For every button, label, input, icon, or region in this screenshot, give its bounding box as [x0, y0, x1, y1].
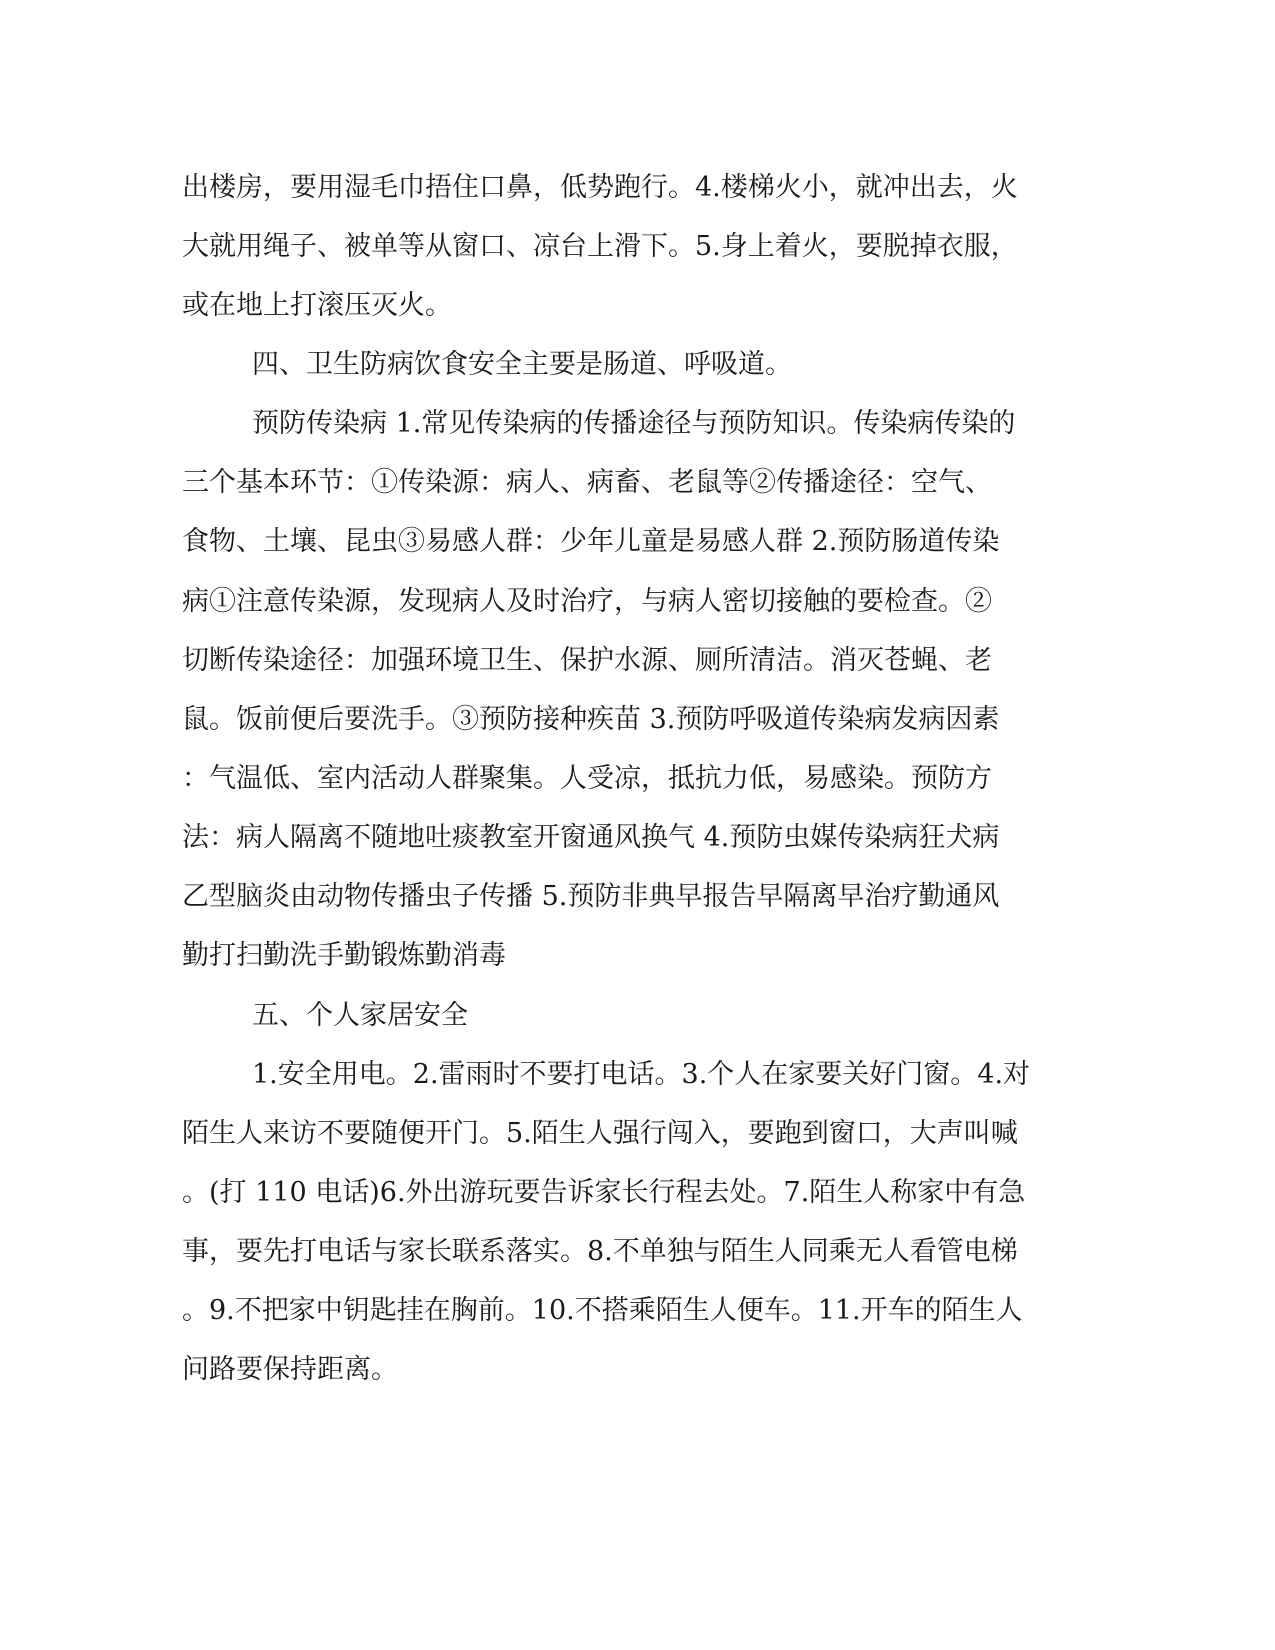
paragraph-disease-line-1: 预防传染病 1.常见传染病的传播途径与预防知识。传染病传染的: [252, 408, 1016, 439]
paragraph-disease-line-10: 勤打扫勤洗手勤锻炼勤消毒: [182, 940, 506, 971]
paragraph-fire-line-3: 或在地上打滚压灭火。: [182, 290, 452, 321]
section-heading-home-safety: 五、个人家居安全: [252, 1000, 468, 1031]
paragraph-home-line-1: 1.安全用电。2.雷雨时不要打电话。3.个人在家要关好门窗。4.对: [252, 1059, 1031, 1090]
paragraph-home-line-3: 。(打 110 电话)6.外出游玩要告诉家长行程去处。7.陌生人称家中有急: [182, 1177, 1026, 1208]
paragraph-disease-line-2: 三个基本环节：①传染源：病人、病畜、老鼠等②传播途径：空气、: [182, 467, 992, 498]
paragraph-home-line-4: 事，要先打电话与家长联系落实。8.不单独与陌生人同乘无人看管电梯: [182, 1236, 1018, 1267]
paragraph-disease-line-9: 乙型脑炎由动物传播虫子传播 5.预防非典早报告早隔离早治疗勤通风: [182, 881, 1000, 912]
paragraph-fire-line-2: 大就用绳子、被单等从窗口、凉台上滑下。5.身上着火，要脱掉衣服，: [182, 231, 1018, 262]
paragraph-disease-line-4: 病①注意传染源，发现病人及时治疗，与病人密切接触的要检查。②: [182, 586, 992, 617]
paragraph-home-line-2: 陌生人来访不要随便开门。5.陌生人强行闯入，要跑到窗口，大声叫喊: [182, 1118, 1018, 1149]
paragraph-disease-line-7: ：气温低、室内活动人群聚集。人受凉，抵抗力低，易感染。预防方: [182, 763, 992, 794]
paragraph-fire-line-1: 出楼房，要用湿毛巾捂住口鼻，低势跑行。4.楼梯火小，就冲出去，火: [182, 172, 1018, 203]
paragraph-home-line-5: 。9.不把家中钥匙挂在胸前。10.不搭乘陌生人便车。11.开车的陌生人: [182, 1295, 1023, 1326]
paragraph-disease-line-3: 食物、土壤、昆虫③易感人群：少年儿童是易感人群 2.预防肠道传染: [182, 526, 1000, 557]
paragraph-home-line-6: 问路要保持距离。: [182, 1354, 398, 1385]
paragraph-disease-line-8: 法：病人隔离不随地吐痰教室开窗通风换气 4.预防虫媒传染病狂犬病: [182, 822, 1000, 853]
paragraph-disease-line-6: 鼠。饭前便后要洗手。③预防接种疾苗 3.预防呼吸道传染病发病因素: [182, 704, 1000, 735]
section-heading-hygiene: 四、卫生防病饮食安全主要是肠道、呼吸道。: [252, 349, 792, 380]
paragraph-disease-line-5: 切断传染途径：加强环境卫生、保护水源、厕所清洁。消灭苍蝇、老: [182, 645, 992, 676]
